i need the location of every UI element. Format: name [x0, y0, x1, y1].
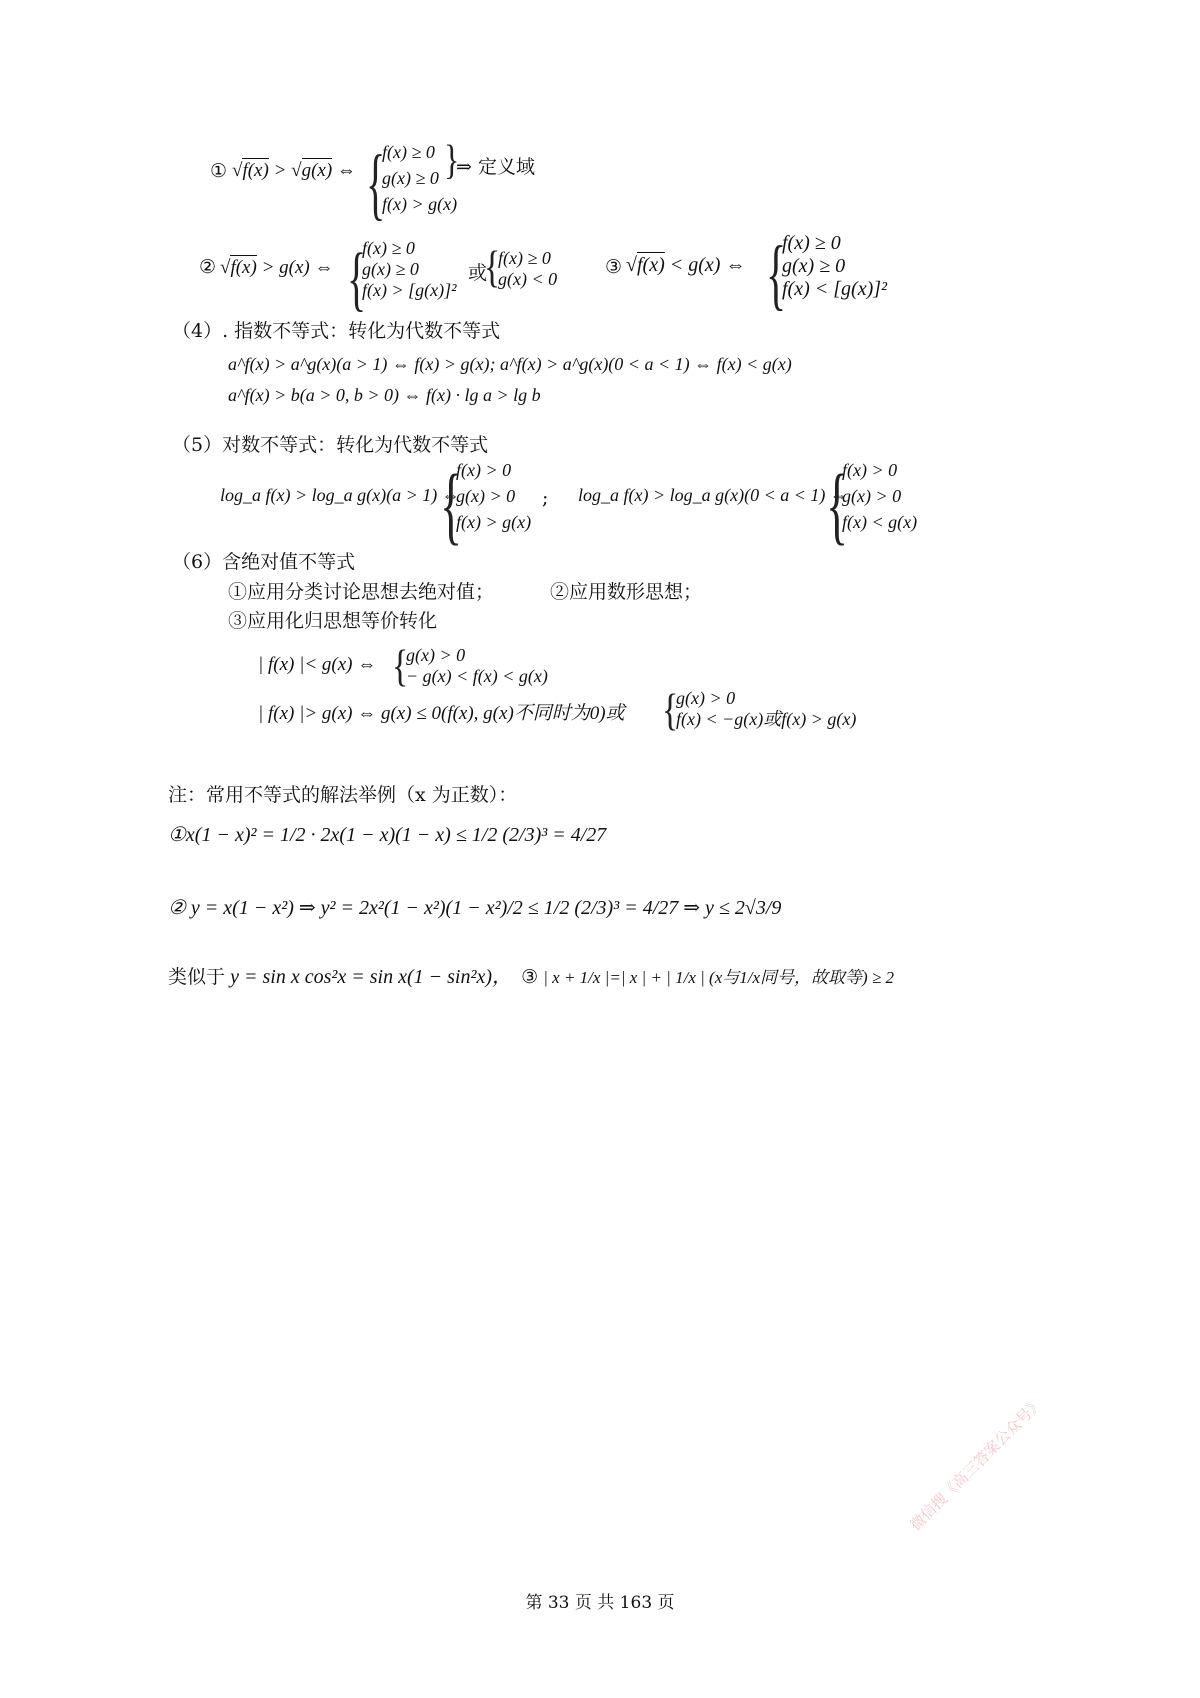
- sys-line: f(x) ≥ 0: [362, 238, 415, 258]
- formula-sqrt-3-lhs: √f(x) < g(x) ⇔: [626, 254, 746, 276]
- system-3: [782, 232, 887, 301]
- sys-line: f(x) ≥ 0: [498, 248, 551, 268]
- abs-item-1: ①应用分类讨论思想去绝对值；: [228, 581, 495, 603]
- sys-line: g(x) ≥ 0: [382, 168, 439, 188]
- example-3: [168, 960, 894, 989]
- abs-item-3: ③应用化归思想等价转化: [228, 610, 438, 632]
- sys-line: f(x) > 0: [456, 460, 512, 480]
- marker-3: ③: [605, 256, 623, 278]
- brace: {: [662, 687, 679, 736]
- log-lhs-1: log_a f(x) > log_a g(x)(a > 1) ⇔: [220, 485, 460, 505]
- rhs: < g(x) ⇔: [669, 254, 746, 276]
- abs-lhs-1: | f(x) |< g(x) ⇔: [258, 654, 377, 675]
- brace: {: [366, 138, 386, 228]
- sys-line: g(x) > 0: [406, 645, 466, 665]
- sys-line: f(x) ≥ 0: [782, 232, 841, 254]
- note-heading: 注：常用不等式的解法举例（x 为正数）：: [168, 784, 518, 806]
- ex3-formula: y = sin x cos²x = sin x(1 − sin²x)，: [230, 966, 512, 988]
- log-system-1: [456, 457, 531, 535]
- sqrt-f: f(x): [230, 257, 257, 278]
- log-lhs-2: log_a f(x) > log_a g(x)(0 < a < 1) ⇔: [578, 485, 848, 505]
- exp-line-1: a^f(x) > a^g(x)(a > 1) ⇔ f(x) > g(x); a^f(x) > a^g(x)(0 < a < 1) ⇔ f(x) < g(x): [228, 354, 792, 374]
- sys-line: g(x) > 0: [842, 486, 902, 506]
- sys-line: f(x) > g(x): [456, 512, 532, 532]
- abs-item-2: ②应用数形思想；: [550, 581, 703, 603]
- system-2b: [498, 248, 557, 290]
- sys-line: f(x) < g(x): [842, 512, 918, 532]
- separator: ;: [542, 487, 549, 509]
- brace: {: [766, 231, 787, 320]
- sqrt-f: f(x): [636, 254, 665, 276]
- sys-line: g(x) > 0: [456, 486, 516, 506]
- or-text: 或: [468, 262, 488, 284]
- rhs: > g(x) ⇔: [261, 257, 334, 278]
- sys-line: − g(x) < f(x) < g(x): [406, 666, 548, 686]
- abs-system-1: [406, 645, 548, 687]
- ex3-abs: | x + 1/x |=| x | + | 1/x | (x与1/x同号，故取等) ≥ 2: [543, 968, 895, 987]
- sqrt-g: g(x): [301, 160, 333, 181]
- marker-1: ①: [210, 160, 228, 182]
- brace: {: [347, 237, 367, 319]
- heading-logarithm: （5）对数不等式：转化为代数不等式: [172, 434, 489, 456]
- ex3-marker: ③: [521, 966, 539, 988]
- abs-system-2: [676, 688, 856, 730]
- heading-exponential: （4）. 指数不等式：转化为代数不等式: [172, 320, 501, 342]
- sys-line: f(x) < −g(x)或f(x) > g(x): [676, 709, 857, 729]
- exp-line-2: a^f(x) > b(a > 0, b > 0) ⇔ f(x) · lg a > lg b: [228, 385, 541, 405]
- sys-line: f(x) ≥ 0: [382, 142, 435, 162]
- brace: {: [392, 643, 409, 692]
- gt-sign: >: [273, 160, 292, 181]
- system-2: [362, 238, 457, 301]
- sys-line: g(x) ≥ 0: [362, 259, 419, 279]
- formula-sqrt-1-lhs: √f(x) > √g(x) ⇔: [232, 160, 356, 181]
- watermark: 微信搜《高三答案公众号》: [906, 1394, 1047, 1535]
- example-2: ② y = x(1 − x²) ⇒ y² = 2x²(1 − x²)(1 − x²)/2 ≤ 1/2 (2/3)³ = 4/27 ⇒ y ≤ 2√3/9: [168, 897, 782, 919]
- sys-line: g(x) < 0: [498, 269, 558, 289]
- sys-line: g(x) > 0: [676, 688, 736, 708]
- example-1: ①x(1 − x)² = 1/2 · 2x(1 − x)(1 − x) ≤ 1/2 (2/3)³ = 4/27: [168, 824, 607, 846]
- abs-lhs-2: | f(x) |> g(x) ⇔ g(x) ≤ 0(f(x), g(x)不同时为0)或: [258, 703, 625, 724]
- page-footer: 第 33 页 共 163 页: [525, 1593, 675, 1613]
- sys-line: f(x) > 0: [842, 460, 898, 480]
- brace: {: [484, 244, 501, 293]
- brace: {: [826, 455, 849, 553]
- formula-sqrt-2-lhs: √f(x) > g(x) ⇔: [220, 257, 334, 278]
- marker-2: ②: [199, 256, 217, 278]
- sqrt-f: f(x): [242, 160, 269, 181]
- sys-line: f(x) > g(x): [382, 194, 458, 214]
- heading-absolute: （6）含绝对值不等式: [172, 551, 356, 573]
- right-brace: }: [444, 136, 460, 183]
- domain-result: ⇒ 定义域: [456, 156, 535, 178]
- sys-line: f(x) < [g(x)]²: [782, 278, 888, 300]
- log-system-2: [842, 457, 917, 535]
- ex3-prefix: 类似于: [168, 966, 226, 988]
- brace: {: [440, 455, 463, 553]
- sys-line: f(x) > [g(x)]²: [362, 280, 457, 300]
- sys-line: g(x) ≥ 0: [782, 255, 846, 277]
